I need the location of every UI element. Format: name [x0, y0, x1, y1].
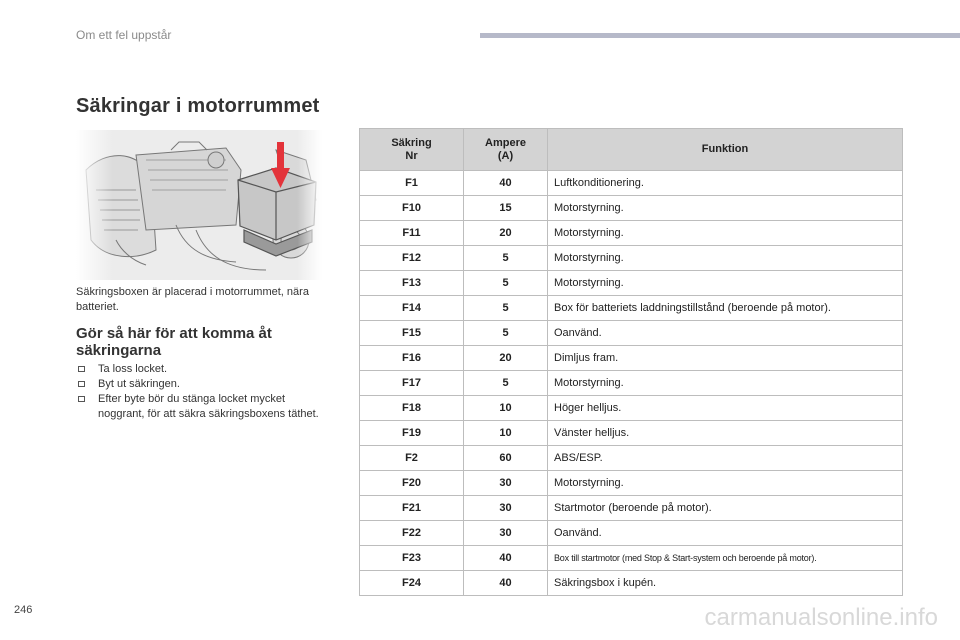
page-title: Säkringar i motorrummet [76, 95, 320, 117]
fuse-nr: F10 [360, 196, 464, 221]
fuse-nr: F14 [360, 296, 464, 321]
table-row [360, 396, 903, 421]
fuse-ampere: 60 [464, 446, 548, 471]
table-row [360, 521, 903, 546]
fuse-ampere: 30 [464, 471, 548, 496]
header-fuse-nr: Säkring Nr [360, 129, 464, 171]
fuse-ampere: 5 [464, 296, 548, 321]
checkbox-bullet-icon [78, 381, 85, 387]
fuse-function: Motorstyrning. [548, 221, 903, 246]
table-row [360, 246, 903, 271]
table-row [360, 171, 903, 196]
steps-list [76, 362, 326, 422]
fuse-function: Oanvänd. [548, 321, 903, 346]
fuse-function: Höger helljus. [548, 396, 903, 421]
checkbox-bullet-icon [78, 396, 85, 402]
table-row [360, 321, 903, 346]
table-row [360, 421, 903, 446]
fuse-function: Startmotor (beroende på motor). [548, 496, 903, 521]
list-item: Byt ut säkringen. [76, 377, 326, 392]
engine-bay-illustration [76, 130, 322, 280]
table-row [360, 221, 903, 246]
header-ampere: Ampere (A) [464, 129, 548, 171]
fuse-nr: F21 [360, 496, 464, 521]
watermark: carmanualsonline.info [704, 604, 938, 631]
fuse-nr: F22 [360, 521, 464, 546]
fuse-function: Motorstyrning. [548, 196, 903, 221]
fuse-ampere: 20 [464, 346, 548, 371]
table-row [360, 371, 903, 396]
fuse-ampere: 40 [464, 571, 548, 596]
section-subtitle: Gör så här för att komma åt säkringarna [76, 325, 272, 359]
table-header-row [360, 129, 903, 171]
chapter-bar [480, 33, 960, 38]
chapter-title: Om ett fel uppstår [76, 28, 172, 42]
page-number: 246 [14, 604, 33, 616]
table-row [360, 346, 903, 371]
table-row [360, 496, 903, 521]
checkbox-bullet-icon [78, 366, 85, 372]
table-row [360, 296, 903, 321]
fuse-ampere: 40 [464, 171, 548, 196]
table-row [360, 271, 903, 296]
fuse-ampere: 5 [464, 271, 548, 296]
fuse-function: Säkringsbox i kupén. [548, 571, 903, 596]
fuse-function: Dimljus fram. [548, 346, 903, 371]
table-row [360, 571, 903, 596]
fuse-function: Luftkonditionering. [548, 171, 903, 196]
fuse-ampere: 30 [464, 496, 548, 521]
fuse-function: Motorstyrning. [548, 371, 903, 396]
fuse-ampere: 5 [464, 371, 548, 396]
fuse-nr: F11 [360, 221, 464, 246]
fuse-function: Motorstyrning. [548, 246, 903, 271]
fuse-function: Motorstyrning. [548, 271, 903, 296]
fuse-function: Motorstyrning. [548, 471, 903, 496]
table-row [360, 546, 903, 571]
list-item: Ta loss locket. [76, 362, 326, 377]
fuse-function: ABS/ESP. [548, 446, 903, 471]
fuse-nr: F19 [360, 421, 464, 446]
fuse-table [359, 128, 903, 596]
fuse-function: Vänster helljus. [548, 421, 903, 446]
header-function: Funktion [548, 129, 903, 171]
table-row [360, 446, 903, 471]
fuse-nr: F13 [360, 271, 464, 296]
fuse-ampere: 10 [464, 421, 548, 446]
fuse-nr: F15 [360, 321, 464, 346]
fuse-nr: F16 [360, 346, 464, 371]
table-row [360, 196, 903, 221]
fuse-nr: F1 [360, 171, 464, 196]
fuse-nr: F18 [360, 396, 464, 421]
table-row [360, 471, 903, 496]
fuse-nr: F20 [360, 471, 464, 496]
fuse-function: Box för batteriets laddningstillstånd (beroende på motor). [548, 296, 903, 321]
fuse-nr: F17 [360, 371, 464, 396]
fuse-function: Box till startmotor (med Stop & Start-system och beroende på motor). [548, 546, 903, 571]
fuse-function: Oanvänd. [548, 521, 903, 546]
fuse-ampere: 30 [464, 521, 548, 546]
fuse-ampere: 5 [464, 246, 548, 271]
fuse-ampere: 20 [464, 221, 548, 246]
fuse-nr: F23 [360, 546, 464, 571]
fuse-ampere: 40 [464, 546, 548, 571]
fuse-ampere: 15 [464, 196, 548, 221]
fuse-ampere: 10 [464, 396, 548, 421]
fusebox-location-caption: Säkringsboxen är placerad i motorrummet, nära batteriet. [76, 286, 309, 313]
fuse-nr: F12 [360, 246, 464, 271]
fuse-ampere: 5 [464, 321, 548, 346]
fuse-nr: F24 [360, 571, 464, 596]
list-item: Efter byte bör du stänga locket mycket noggrant, för att säkra säkringsboxens täthet. [76, 392, 326, 422]
fuse-nr: F2 [360, 446, 464, 471]
